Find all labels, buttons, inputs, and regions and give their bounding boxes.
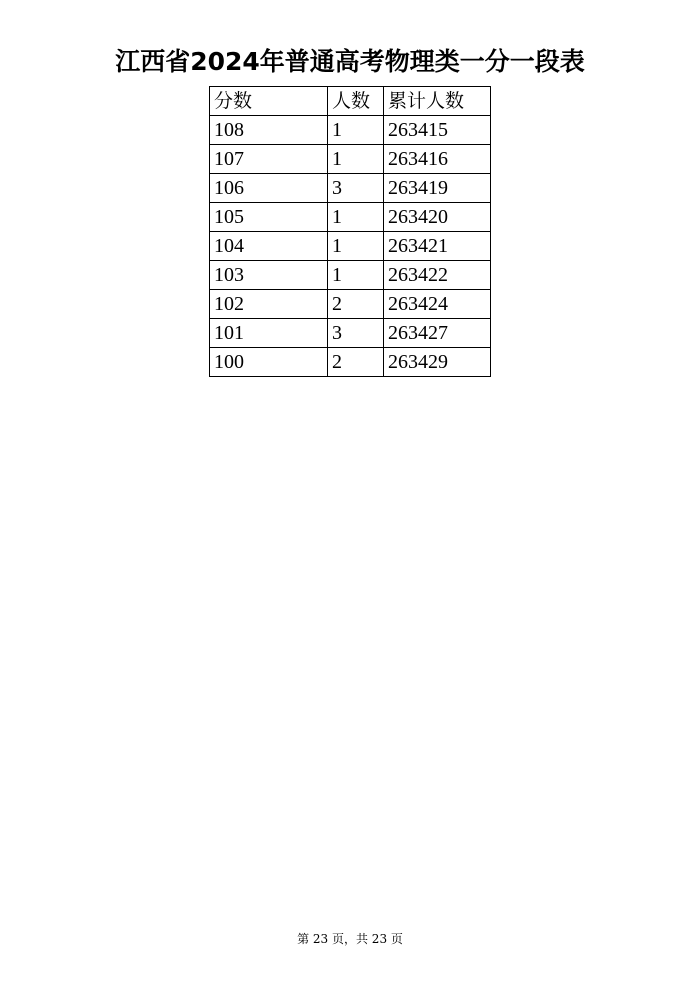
score-table bbox=[209, 86, 491, 377]
cell-cumulative: 263422 bbox=[384, 261, 491, 290]
cell-count: 1 bbox=[328, 116, 384, 145]
table-row bbox=[210, 348, 491, 377]
cell-count: 1 bbox=[328, 145, 384, 174]
table-header-row bbox=[210, 87, 491, 116]
cell-score: 107 bbox=[210, 145, 328, 174]
cell-score: 105 bbox=[210, 203, 328, 232]
table-row bbox=[210, 174, 491, 203]
cell-score: 103 bbox=[210, 261, 328, 290]
cell-cumulative: 263416 bbox=[384, 145, 491, 174]
cell-cumulative: 263420 bbox=[384, 203, 491, 232]
cell-score: 106 bbox=[210, 174, 328, 203]
table-row bbox=[210, 203, 491, 232]
cell-score: 104 bbox=[210, 232, 328, 261]
header-count: 人数 bbox=[328, 87, 384, 116]
cell-score: 100 bbox=[210, 348, 328, 377]
cell-count: 1 bbox=[328, 261, 384, 290]
table-row bbox=[210, 145, 491, 174]
cell-count: 3 bbox=[328, 319, 384, 348]
cell-cumulative: 263421 bbox=[384, 232, 491, 261]
cell-count: 2 bbox=[328, 290, 384, 319]
cell-score: 102 bbox=[210, 290, 328, 319]
cell-count: 1 bbox=[328, 203, 384, 232]
cell-count: 3 bbox=[328, 174, 384, 203]
cell-count: 2 bbox=[328, 348, 384, 377]
cell-score: 108 bbox=[210, 116, 328, 145]
table-row bbox=[210, 319, 491, 348]
table-row bbox=[210, 116, 491, 145]
cell-cumulative: 263429 bbox=[384, 348, 491, 377]
cell-score: 101 bbox=[210, 319, 328, 348]
cell-count: 1 bbox=[328, 232, 384, 261]
table-row bbox=[210, 261, 491, 290]
header-score: 分数 bbox=[210, 87, 328, 116]
cell-cumulative: 263415 bbox=[384, 116, 491, 145]
page-title: 江西省2024年普通高考物理类一分一段表 bbox=[115, 47, 585, 76]
table-row bbox=[210, 232, 491, 261]
table-row bbox=[210, 290, 491, 319]
cell-cumulative: 263419 bbox=[384, 174, 491, 203]
cell-cumulative: 263424 bbox=[384, 290, 491, 319]
page-footer: 第 23 页，共 23 页 bbox=[297, 932, 403, 946]
cell-cumulative: 263427 bbox=[384, 319, 491, 348]
header-cumulative: 累计人数 bbox=[384, 87, 491, 116]
